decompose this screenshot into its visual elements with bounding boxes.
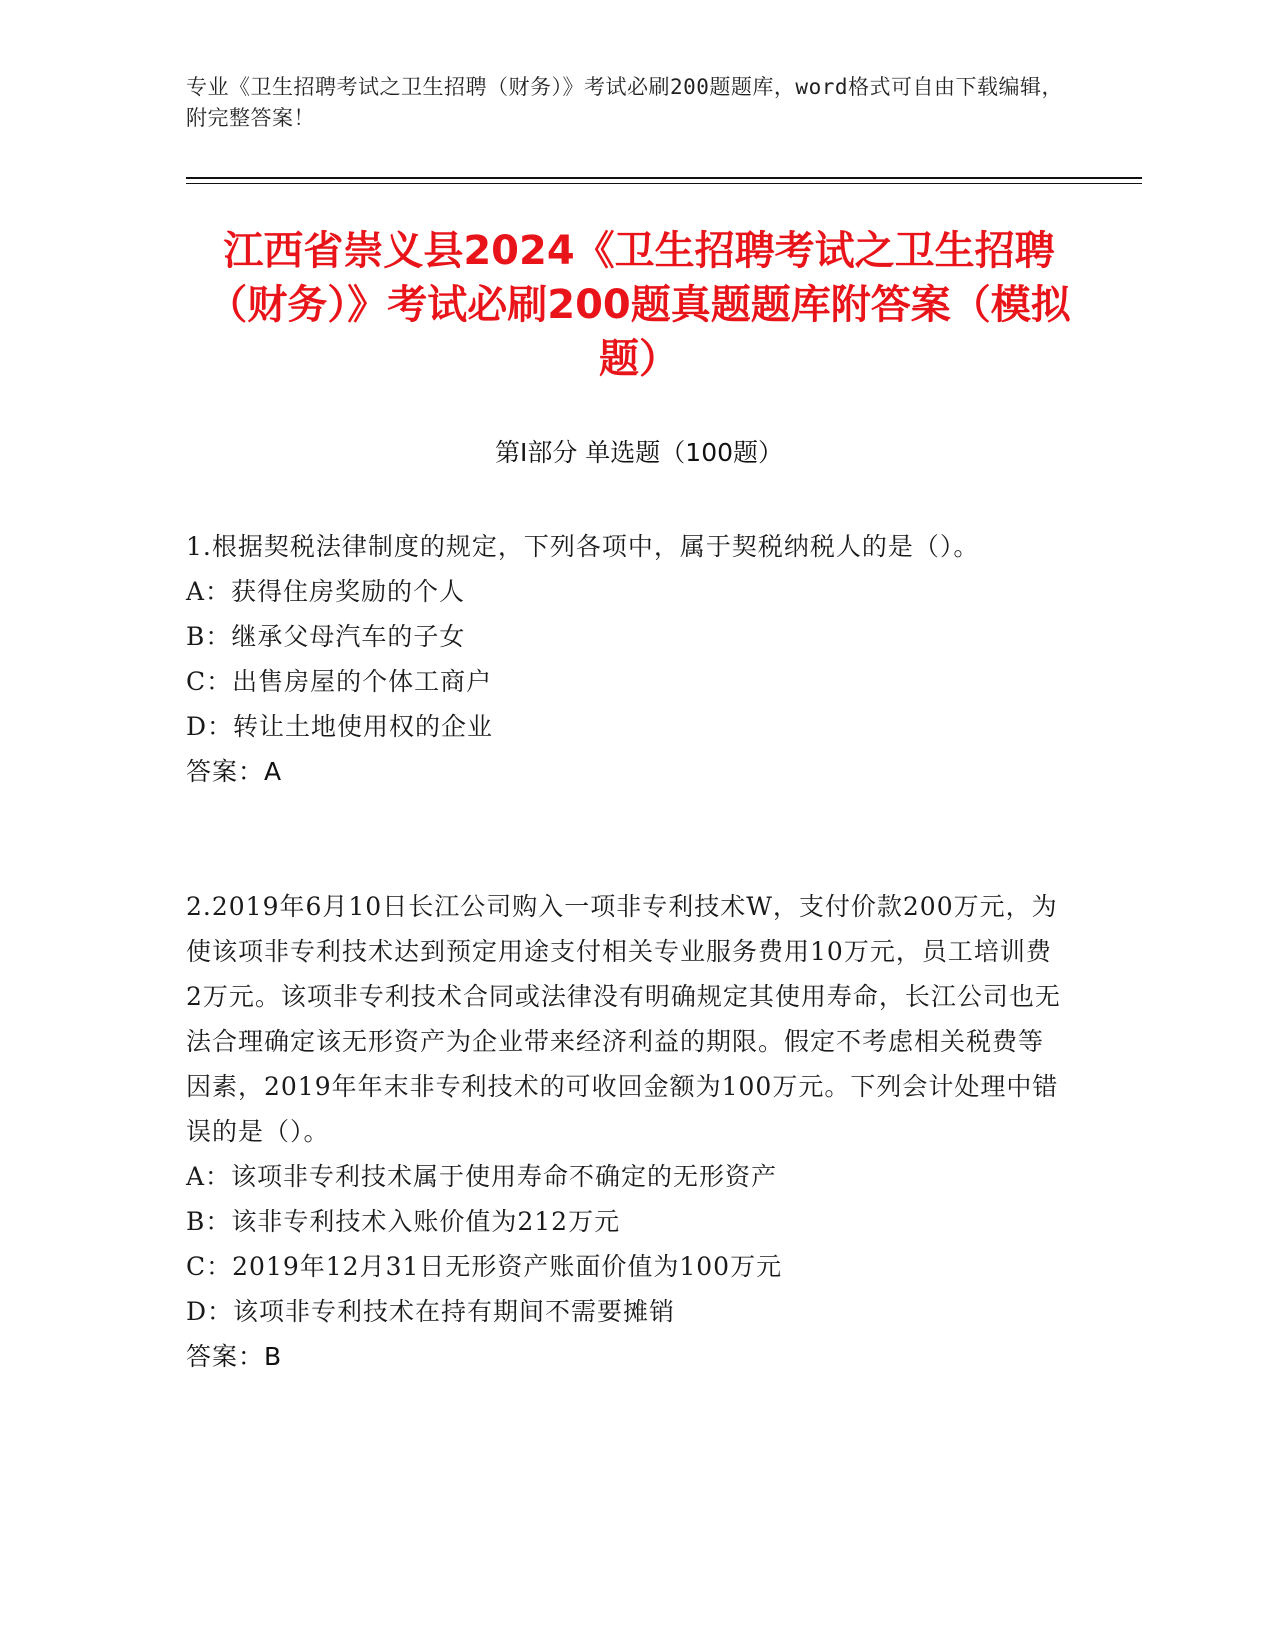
header-divider-thin xyxy=(186,183,1142,184)
option-d: D：该项非专利技术在持有期间不需要摊销 xyxy=(186,1297,676,1326)
section-title: 第Ⅰ部分 单选题（100题） xyxy=(494,438,784,467)
option-a: A：该项非专利技术属于使用寿命不确定的无形资产 xyxy=(186,1162,778,1191)
question-1 xyxy=(186,524,1066,794)
question-2 xyxy=(186,884,1066,1379)
option-c: C：出售房屋的个体工商户 xyxy=(186,667,493,696)
question-stem: 2.2019年6月10日长江公司购入一项非专利技术W，支付价款200万元，为使该项非专利技术达到预定用途支付相关专业服务费用10万元，员工培训费2万元。该项非专利技术合同或法律没有明确规定其使用寿命，长江公司也无法合理确定该无形资产为企业带来经济利益的期限。假定不考虑相关税费等因素，2019年年末非专利技术的可收回金额为100万元。下列会计处理中错误的是（）。 xyxy=(186,892,1061,1146)
answer-label: 答案：B xyxy=(186,1342,283,1371)
option-a: A：获得住房奖励的个人 xyxy=(186,577,466,606)
answer-label: 答案：A xyxy=(186,757,283,786)
question-stem: 1.根据契税法律制度的规定，下列各项中，属于契税纳税人的是（）。 xyxy=(186,532,980,561)
option-b: B：继承父母汽车的子女 xyxy=(186,622,466,651)
option-b: B：该非专利技术入账价值为212万元 xyxy=(186,1207,621,1236)
header-note: 专业《卫生招聘考试之卫生招聘（财务）》考试必刷200题题库，word格式可自由下载编辑，附完整答案！ xyxy=(186,75,1063,130)
option-d: D：转让土地使用权的企业 xyxy=(186,712,494,741)
header-divider-thick xyxy=(186,177,1142,179)
option-c: C：2019年12月31日无形资产账面价值为100万元 xyxy=(186,1252,783,1281)
document-title: 江西省崇义县2024《卫生招聘考试之卫生招聘（财务）》考试必刷200题真题题库附答案（模拟题） xyxy=(207,228,1071,382)
